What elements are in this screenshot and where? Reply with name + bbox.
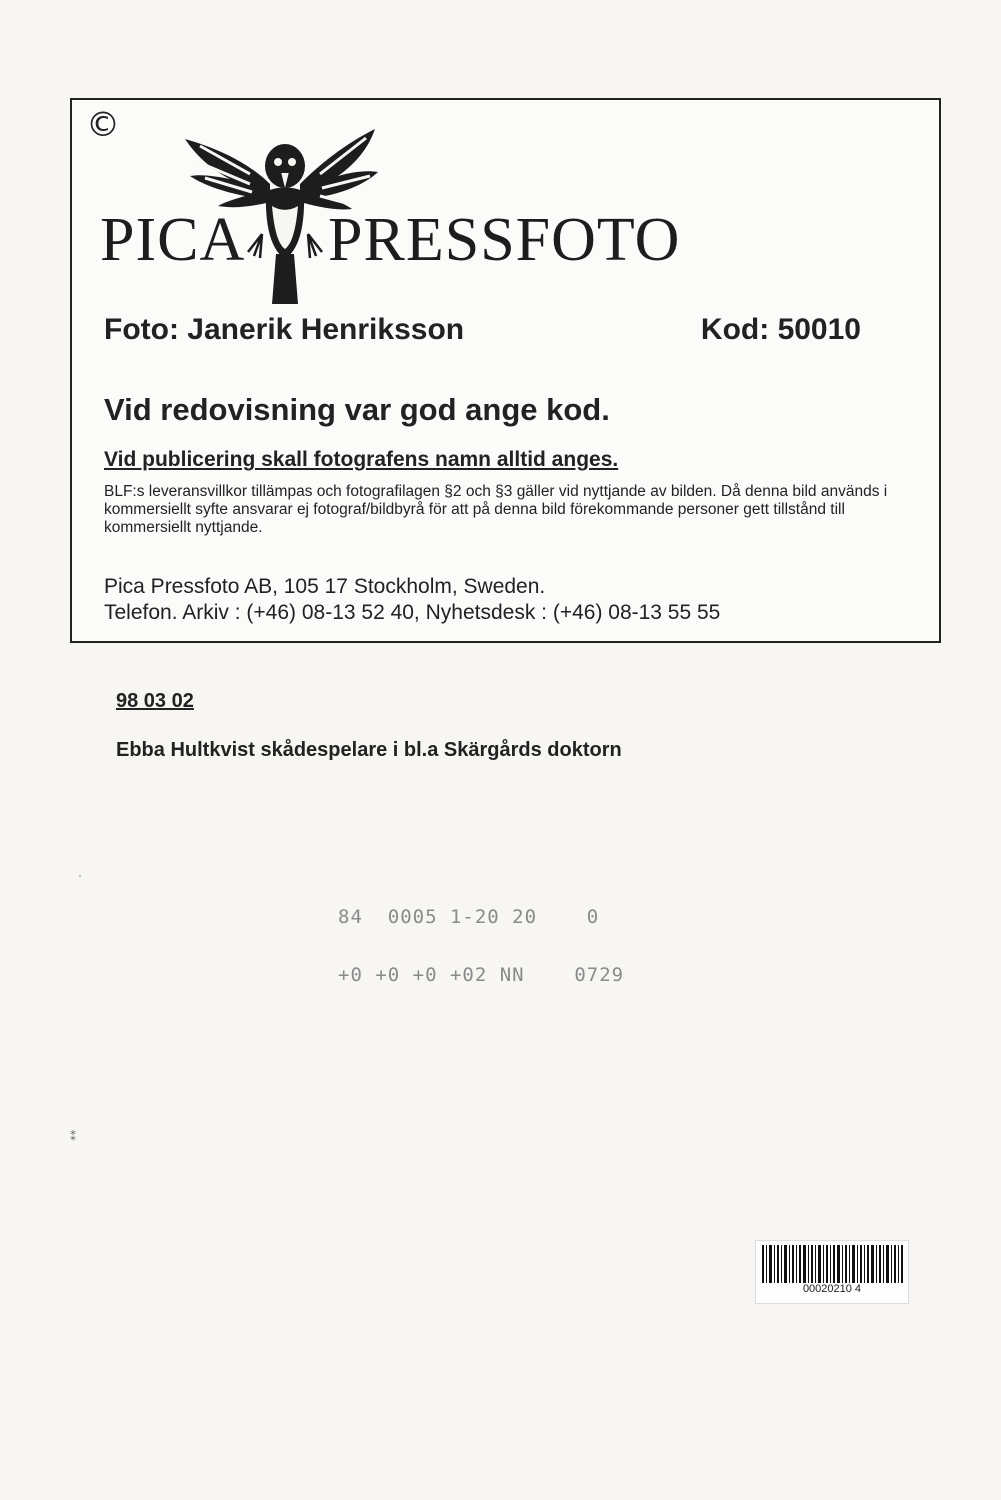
- photographer-credit: Foto: Janerik Henriksson: [104, 313, 465, 346]
- photo-code: Kod: 50010: [700, 313, 861, 346]
- logo-pressfoto-text: PRESSFOTO: [328, 206, 681, 274]
- copyright-icon: ©: [86, 105, 120, 145]
- print-code-row-2: +0 +0 +0 +02 NN 0729: [338, 964, 625, 986]
- agency-address-block: [104, 574, 720, 626]
- agency-address: Pica Pressfoto AB, 105 17 Stockholm, Sweden.: [104, 575, 546, 598]
- barcode-label: [755, 1240, 909, 1304]
- photo-date: 98 03 02: [116, 690, 194, 712]
- reporting-notice: Vid redovisning var god ange kod.: [104, 392, 610, 427]
- barcode-icon: [760, 1245, 904, 1283]
- pica-pressfoto-logo: [100, 114, 700, 314]
- logo-pica-text: PICA: [100, 206, 246, 274]
- agency-phone: Telefon. Arkiv : (+46) 08-13 52 40, Nyhetsdesk : (+46) 08-13 55 55: [104, 601, 721, 624]
- photo-caption: Ebba Hultkvist skådespelare i bl.a Skärgårds doktorn: [116, 739, 622, 761]
- barcode-number: 00020210 4: [802, 1283, 862, 1295]
- pressfoto-stamp: [70, 98, 941, 643]
- print-code-row-1: 84 0005 1-20 20 0: [338, 906, 600, 928]
- license-conditions: BLF:s leveransvillkor tillämpas och fotografilagen §2 och §3 gäller vid nyttjande av bilden. Då denna bild används i kommersiellt syfte ansvarar ej fotograf/bildbyrå för att på denna bild förekommande personer gett tillstånd till kommersiellt nyttjande.: [104, 483, 888, 536]
- publication-notice: Vid publicering skall fotografens namn alltid anges.: [104, 448, 619, 471]
- scan-speck: ·: [78, 868, 82, 882]
- scan-speck: ⁑: [70, 1130, 76, 1144]
